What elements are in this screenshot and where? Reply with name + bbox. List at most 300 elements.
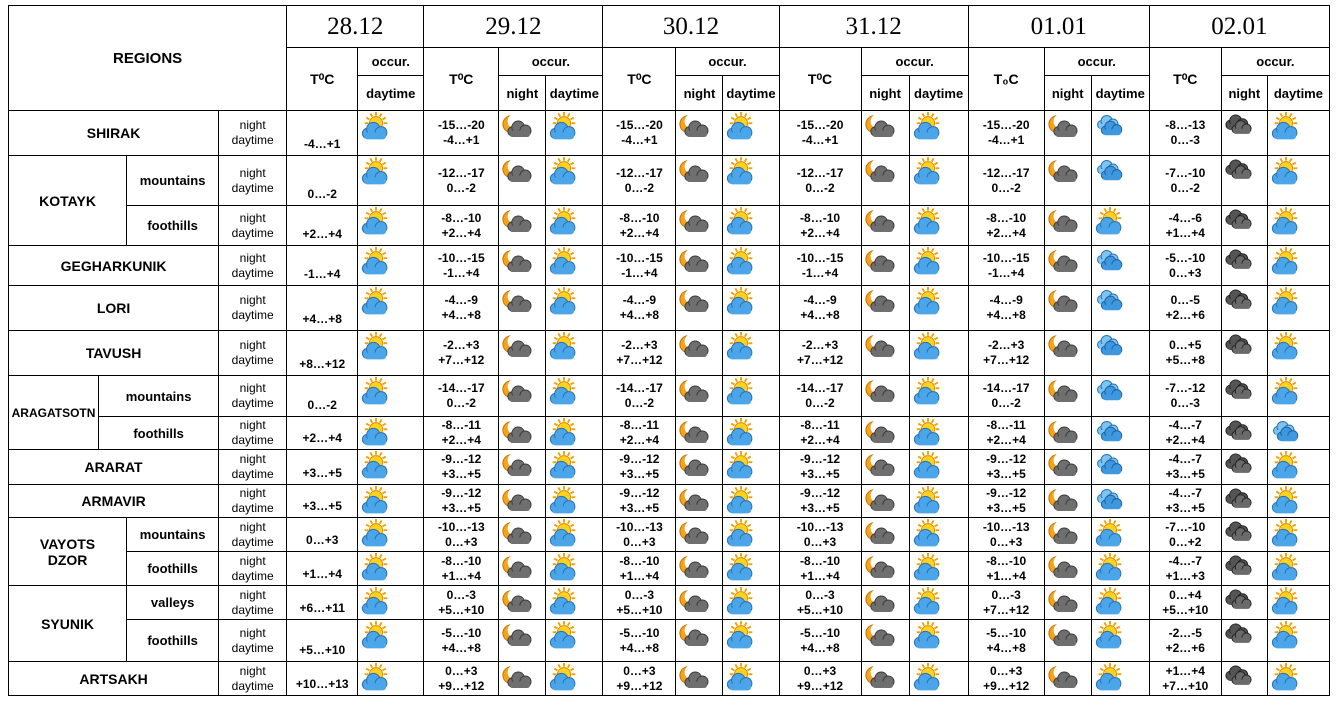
temperature-cell-line: -9…-12 [800,486,841,500]
temperature-cell-line: -15…-20 [437,118,485,132]
date-header: 31.12 [779,6,968,48]
weather-icon-cell [546,518,603,552]
period-labels-line: daytime [231,180,274,195]
temperature-cell-line: +2…+6 [1165,308,1205,322]
sun-cloud-icon [548,621,580,651]
period-labels-line: night [239,452,266,466]
temperature-cell-line: +1…+4 [986,568,1026,583]
temperature-cell [779,111,861,156]
dark-cloud-icon [1224,553,1256,583]
temperature-cell [779,620,861,662]
moon-cloud-icon [864,451,896,481]
moon-cloud-icon [864,587,896,617]
sun-cloud-icon [912,519,944,549]
sun-cloud-icon [548,587,580,617]
temperature-cell [287,286,358,331]
sun-cloud-icon [912,207,944,237]
forecast-table [8,5,1330,696]
temperature-cell [424,450,499,485]
temperature-cell-line: -10…-15 [437,250,485,265]
weather-icon-cell [1267,552,1329,586]
temperature-cell-line: -10…-13 [437,519,485,534]
table-row [9,620,1330,662]
temperature-cell-line: -4…-9 [989,293,1023,307]
moon-cloud-icon [501,157,533,187]
temperature-cell-line: -8…-10 [800,210,841,225]
temperature-cell [779,376,861,417]
cloud-icon [1094,157,1126,187]
period-labels-line: daytime [231,501,274,515]
temperature-cell-line: +3…+5 [619,501,660,515]
period-labels [219,331,287,376]
temperature-cell [1149,417,1221,450]
weather-icon-cell [546,206,603,246]
temperature-cell-line: -14…-17 [616,381,663,395]
weather-icon-cell [1267,586,1329,620]
temperature-cell-line: -12…-17 [616,165,663,180]
temperature-cell-line: +3…+5 [302,499,342,513]
temperature-cell-line: 0…-3 [991,587,1021,602]
weather-icon-cell [499,586,546,620]
temperature-cell-line: -8…-13 [1165,118,1206,132]
temperature-cell-line: +4…+8 [986,640,1026,655]
weather-icon-cell [1091,206,1149,246]
temperature-cell-line: -4…-7 [1168,452,1202,466]
sun-cloud-icon [360,587,392,617]
period-labels-line: daytime [231,433,274,447]
weather-icon-cell [546,552,603,586]
sun-cloud-icon [548,377,580,407]
sun-cloud-icon [725,377,757,407]
temperature-cell-line: +1…+4 [1165,225,1205,240]
weather-icon-cell [1221,485,1267,518]
subregion-name: foothills [127,620,219,662]
weather-icon-cell [499,485,546,518]
sun-cloud-icon [1270,587,1302,617]
moon-cloud-icon [1047,519,1079,549]
temperature-cell [1149,620,1221,662]
weather-icon-cell [546,450,603,485]
temperature-cell-line: 0…+3 [989,663,1023,678]
moon-cloud-icon [678,486,710,516]
period-labels-line: night [239,418,266,432]
temperature-cell [287,331,358,376]
sun-cloud-icon [548,519,580,549]
temperature-cell-line: +6…+11 [299,601,345,615]
sun-cloud-icon [548,486,580,516]
weather-icon-cell [861,206,909,246]
sun-cloud-icon [725,287,757,317]
temperature-cell-line: +4…+8 [800,308,840,322]
weather-icon-cell [676,586,723,620]
temperature-cell-line: -4…-7 [1168,553,1202,568]
moon-cloud-icon [678,207,710,237]
weather-icon-cell [1267,450,1329,485]
dark-cloud-icon [1224,207,1256,237]
temperature-cell [779,206,861,246]
temperature-cell-line: -8…-11 [441,418,481,432]
sun-cloud-icon [360,621,392,651]
weather-icon-cell [546,331,603,376]
temperature-cell-line: +3…+5 [619,467,660,481]
weather-icon-cell [1091,417,1149,450]
night-header: night [499,76,546,111]
sun-cloud-icon [1270,519,1302,549]
moon-cloud-icon [864,519,896,549]
temperature-cell-line: +9…+12 [797,678,844,693]
date-header: 01.01 [968,6,1149,48]
sun-cloud-icon [360,332,392,362]
moon-cloud-icon [864,207,896,237]
weather-icon-cell [546,156,603,206]
temperature-cell [968,376,1044,417]
weather-icon-cell [723,331,779,376]
period-labels-line: night [239,293,266,307]
dark-cloud-icon [1224,377,1256,407]
weather-icon-cell [861,246,909,286]
weather-icon-cell [676,552,723,586]
sun-cloud-icon [1094,663,1126,693]
dark-cloud-icon [1224,287,1256,317]
table-row [9,246,1330,286]
temperature-cell-line: 0…+3 [803,534,837,549]
moon-cloud-icon [678,553,710,583]
daytime-header: daytime [1267,76,1329,111]
subregion-name: mountains [127,156,219,206]
moon-cloud-icon [678,451,710,481]
temperature-cell-line: -4…+1 [801,133,839,147]
moon-cloud-icon [501,207,533,237]
temperature-cell-line: -8…-10 [800,553,841,568]
temperature-cell [424,518,499,552]
period-labels-line: daytime [231,467,274,481]
weather-icon-cell [909,518,968,552]
temperature-cell-line: 0…+3 [1169,265,1202,280]
weather-icon-cell [909,376,968,417]
weather-icon-cell [1221,586,1267,620]
temperature-cell [424,111,499,156]
weather-icon-cell [861,376,909,417]
temperature-cell-line: 0…-2 [624,396,655,410]
moon-cloud-icon [678,621,710,651]
weather-icon-cell [1221,206,1267,246]
weather-icon-cell [1044,450,1091,485]
sun-cloud-icon [548,451,580,481]
weather-icon-cell [546,246,603,286]
weather-icon-cell [358,286,424,331]
weather-icon-cell [1221,620,1267,662]
temperature-cell-line: -10…-13 [982,519,1030,534]
cloud-icon [1094,247,1126,277]
subregion-name: foothills [99,417,219,450]
temperature-cell-line: 0…+3 [989,534,1023,549]
table-row [9,376,1330,417]
period-labels-line: night [239,587,266,602]
period-labels-line: daytime [231,133,274,147]
weather-icon-cell [1267,485,1329,518]
weather-icon-cell [358,246,424,286]
temperature-cell [603,450,676,485]
temperature-cell-line: +3…+5 [441,467,481,481]
weather-icon-cell [723,620,779,662]
temperature-cell-line: +5…+10 [797,602,844,617]
temperature-cell [968,286,1044,331]
temperature-cell-line: -1…+4 [987,265,1025,280]
sun-cloud-icon [1094,621,1126,651]
temperature-cell-line: 0…-2 [446,396,476,410]
weather-icon-cell [723,552,779,586]
date-header: 28.12 [287,6,424,48]
weather-icon-cell [909,331,968,376]
temperature-cell-line: -1…+4 [801,265,839,280]
temperature-cell [779,246,861,286]
period-labels [219,485,287,518]
temperature-cell-line: 0…+3 [445,534,478,549]
weather-icon-cell [1091,331,1149,376]
temperature-cell-line: 0…-3 [1170,396,1200,410]
weather-icon-cell [861,450,909,485]
weather-icon-cell [1091,286,1149,331]
temperature-cell-line: +3…+5 [986,467,1026,481]
temperature-cell [779,450,861,485]
weather-icon-cell [909,111,968,156]
weather-icon-cell [546,376,603,417]
sun-cloud-icon [548,207,580,237]
temperature-cell [968,417,1044,450]
weather-icon-cell [1044,485,1091,518]
temperature-cell-line: +5…+10 [616,602,663,617]
temperature-cell [1149,552,1221,586]
weather-icon-cell [723,246,779,286]
table-row [9,156,1330,206]
temperature-cell [603,286,676,331]
moon-cloud-icon [864,247,896,277]
sun-cloud-icon [1094,553,1126,583]
temperature-cell-line: +2…+4 [986,225,1026,240]
temperature-cell-line: -14…-17 [437,381,485,395]
region-name: LORI [9,286,219,331]
temperature-cell-line: 0…-2 [446,180,476,195]
night-header: night [1044,76,1091,111]
weather-icon-cell [1267,620,1329,662]
weather-icon-cell [1267,286,1329,331]
moon-cloud-icon [864,287,896,317]
weather-icon-cell [546,417,603,450]
sun-cloud-icon [1270,486,1302,516]
weather-icon-cell [1044,376,1091,417]
weather-icon-cell [499,518,546,552]
temperature-cell-line: +8…+12 [299,357,346,371]
temperature-cell-line: +7…+12 [616,353,663,367]
temperature-cell-line: -8…-10 [986,553,1027,568]
temperature-cell-line: -4…-9 [803,293,837,307]
weather-icon-cell [1267,331,1329,376]
moon-cloud-icon [501,553,533,583]
temperature-cell-line: -8…-10 [619,553,660,568]
daytime-header: daytime [546,76,603,111]
temperature-cell [968,331,1044,376]
table-row [9,518,1330,552]
temperature-cell-line: -4…+1 [304,137,341,151]
table-row [9,485,1330,518]
moon-cloud-icon [501,287,533,317]
dark-cloud-icon [1224,247,1256,277]
temperature-cell-line: -10…-15 [982,250,1030,265]
temperature-cell-line: +1…+4 [800,568,840,583]
sun-cloud-icon [725,553,757,583]
weather-icon-cell [1091,552,1149,586]
sun-cloud-icon [1270,621,1302,651]
table-row [9,552,1330,586]
cloud-icon [1094,112,1126,142]
temperature-cell [1149,286,1221,331]
temp-header: T⁰C [424,48,499,111]
weather-icon-cell [676,450,723,485]
sun-cloud-icon [1270,287,1302,317]
table-row [9,662,1330,696]
weather-icon-cell [1044,620,1091,662]
temperature-cell-line: -8…-11 [986,418,1026,432]
weather-icon-cell [1221,156,1267,206]
weather-icon-cell [676,286,723,331]
temperature-cell-line: -7…-10 [1165,519,1206,534]
temperature-cell-line: +7…+12 [438,353,485,367]
temperature-cell [424,246,499,286]
weather-icon-cell [676,156,723,206]
temperature-cell [1149,156,1221,206]
temperature-cell [968,620,1044,662]
temperature-cell-line: +4…+8 [302,312,342,326]
weather-icon-cell [1044,246,1091,286]
temperature-cell-line: +2…+4 [302,227,342,241]
temperature-cell-line: +5…+10 [438,602,485,617]
subregion-name: valleys [127,586,219,620]
temperature-cell-line: +9…+12 [983,678,1030,693]
temperature-cell [603,376,676,417]
weather-icon-cell [909,156,968,206]
sun-cloud-icon [912,663,944,693]
weather-icon-cell [358,662,424,696]
weather-icon-cell [909,246,968,286]
sun-cloud-icon [725,207,757,237]
table-row [9,286,1330,331]
weather-icon-cell [499,206,546,246]
temperature-cell-line: +2…+4 [800,433,840,447]
moon-cloud-icon [678,332,710,362]
sun-cloud-icon [725,112,757,142]
temperature-cell-line: -4…+1 [621,133,658,147]
temperature-cell-line: -4…+1 [987,133,1025,147]
sun-cloud-icon [912,486,944,516]
region-name: SHIRAK [9,111,219,156]
weather-icon-cell [723,586,779,620]
temperature-cell-line: +1…+4 [619,568,660,583]
temperature-cell [603,111,676,156]
temperature-cell-line: -9…-12 [986,452,1027,466]
date-header: 02.01 [1149,6,1329,48]
temperature-cell [603,246,676,286]
temperature-cell [287,156,358,206]
moon-cloud-icon [678,112,710,142]
period-labels [219,111,287,156]
period-labels [219,376,287,417]
occur-header: occur. [676,48,779,76]
sun-cloud-icon [912,377,944,407]
moon-cloud-icon [864,621,896,651]
sun-cloud-icon [1270,207,1302,237]
temperature-cell [968,206,1044,246]
moon-cloud-icon [501,332,533,362]
sun-cloud-icon [725,157,757,187]
sun-cloud-icon [1270,332,1302,362]
period-labels [219,206,287,246]
temperature-cell-line: +3…+5 [1165,501,1205,515]
region-name: TAVUSH [9,331,219,376]
temperature-cell-line: +1…+3 [1165,568,1205,583]
period-labels-line: night [239,381,266,395]
temperature-cell-line: +9…+12 [438,678,485,693]
weather-icon-cell [546,620,603,662]
dark-cloud-icon [1224,587,1256,617]
temperature-cell [424,586,499,620]
sun-cloud-icon [725,247,757,277]
temperature-cell-line: -14…-17 [982,381,1030,395]
weather-icon-cell [723,286,779,331]
weather-icon-cell [909,206,968,246]
weather-icon-cell [676,662,723,696]
region-name: ARARAT [9,450,219,485]
sun-cloud-icon [360,519,392,549]
weather-icon-cell [676,331,723,376]
period-labels [219,620,287,662]
sun-cloud-icon [1094,519,1126,549]
region-name: ARAGATSOTN [9,376,99,450]
temperature-cell-line: 0…-2 [307,187,337,201]
weather-icon-cell [723,662,779,696]
weather-icon-cell [499,156,546,206]
sun-cloud-icon [360,157,392,187]
moon-cloud-icon [678,377,710,407]
weather-icon-cell [861,156,909,206]
temperature-cell-line: -2…+3 [801,338,839,352]
weather-icon-cell [1267,662,1329,696]
weather-icon-cell [1221,286,1267,331]
daytime-header: daytime [909,76,968,111]
temperature-cell-line: -9…-12 [986,486,1027,500]
weather-icon-cell [358,156,424,206]
temperature-cell-line: 0…-3 [624,587,655,602]
period-labels [219,156,287,206]
date-header: 29.12 [424,6,603,48]
temperature-cell-line: +7…+10 [1162,678,1209,693]
period-labels [219,286,287,331]
temperature-cell [968,156,1044,206]
sun-cloud-icon [1270,157,1302,187]
moon-cloud-icon [1047,247,1079,277]
temperature-cell [779,552,861,586]
sun-cloud-icon [725,663,757,693]
temperature-cell [287,417,358,450]
moon-cloud-icon [1047,486,1079,516]
sun-cloud-icon [360,553,392,583]
dark-cloud-icon [1224,663,1256,693]
moon-cloud-icon [501,418,533,448]
temperature-cell-line: +1…+4 [1165,663,1205,678]
sun-cloud-icon [912,587,944,617]
temperature-cell-line: 0…-3 [446,587,476,602]
moon-cloud-icon [1047,663,1079,693]
temperature-cell-line: +3…+5 [800,501,840,515]
